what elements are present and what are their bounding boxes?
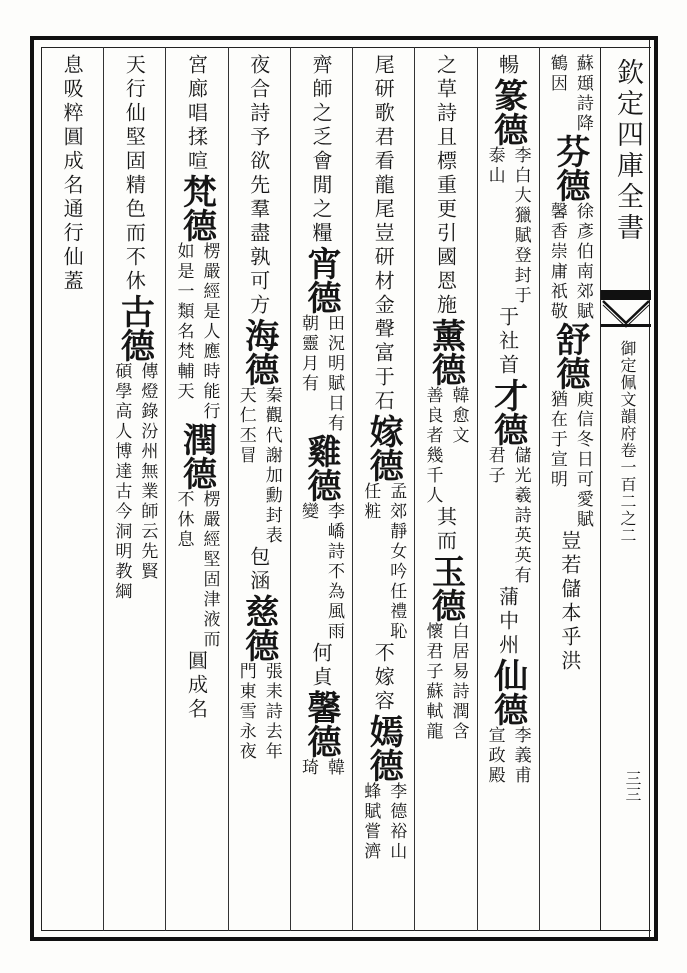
- annotation-block: [172, 242, 222, 422]
- annotation-right: 孟郊靜女吟任禮恥: [386, 482, 407, 642]
- page-number: 三三: [623, 770, 642, 802]
- headword: 芬德: [549, 134, 590, 202]
- text-run: 包涵: [246, 546, 271, 594]
- text-run: 材: [371, 270, 396, 294]
- column-rule: [165, 47, 166, 931]
- annotation-left: 鶴因: [546, 54, 567, 94]
- annotation-block: [358, 482, 408, 642]
- annotation-block: [296, 502, 346, 642]
- book-info: 御定佩文韻府卷一百二之二: [618, 340, 637, 544]
- headword: 才德: [487, 378, 528, 446]
- annotation-left: 如是一類名梵輔天: [173, 242, 194, 402]
- annotation-left: 任粧: [360, 482, 381, 522]
- annotation-left: 猶在于宣明: [546, 390, 567, 490]
- headword: 仙德: [487, 658, 528, 726]
- column-rule: [352, 47, 353, 931]
- annotation-right: 韓: [324, 758, 344, 778]
- annotation-right: 庾信冬日可愛賦: [572, 390, 593, 530]
- text-run: 羣盡孰可方: [246, 198, 271, 318]
- annotation-left: 善良者幾千人: [422, 386, 443, 506]
- text-run: 金聲富于石: [371, 294, 396, 414]
- annotation-block: [483, 446, 533, 586]
- text-column: [109, 54, 159, 924]
- text-run: 齊師之乏會: [309, 54, 333, 174]
- text-run: 于社首: [495, 306, 520, 378]
- annotation-right: 張耒詩去年: [261, 662, 282, 762]
- annotation-block: [296, 314, 346, 434]
- text-run: 蓋: [60, 270, 85, 294]
- headword: 篆德: [487, 78, 528, 146]
- text-run: 天行仙堅固精色而不休: [122, 54, 147, 294]
- text-run: 何貞: [309, 642, 333, 690]
- headword: 舒德: [549, 322, 590, 390]
- headword: 慈德: [238, 594, 279, 662]
- headword: 古德: [114, 294, 155, 362]
- headword: 雞德: [301, 434, 341, 502]
- annotation-right: 秦觀代謝加勳封表: [261, 386, 282, 546]
- column-rule: [539, 47, 540, 931]
- text-run: 本乎洪: [557, 602, 582, 674]
- text-column: [545, 54, 595, 924]
- column-rule: [228, 47, 229, 931]
- text-column: [420, 54, 470, 924]
- headword: 海德: [238, 318, 279, 386]
- annotation-left: 朝靈月有: [298, 314, 318, 394]
- annotation-left: 琦: [298, 758, 318, 778]
- annotation-left: 懷君子蘇軾龍: [422, 622, 443, 742]
- headword: 玉德: [425, 554, 466, 622]
- text-run: 而: [433, 530, 458, 554]
- annotation-block: [172, 490, 222, 650]
- text-run: 宮廊唱: [184, 54, 209, 126]
- text-run: 豈若儲: [557, 530, 582, 602]
- annotation-right: 韓愈文: [448, 386, 469, 446]
- annotation-right: 白居易詩潤含: [448, 622, 469, 742]
- annotation-right: 李白大獵賦登封于: [510, 146, 531, 306]
- text-run: 之草詩且標: [433, 54, 458, 174]
- text-run: 夜合詩予欲先: [246, 54, 271, 198]
- annotation-right: 李義甫: [510, 726, 531, 786]
- text-run: 暢: [495, 54, 520, 78]
- text-column: [172, 54, 222, 924]
- annotation-right: 傳燈錄汾州無業師云先賢: [137, 362, 158, 582]
- margin-rule: [649, 40, 650, 938]
- annotation-right: 田況明賦日有: [324, 314, 344, 434]
- text-run: 重更引國恩施: [433, 174, 458, 318]
- column-rule: [414, 47, 415, 931]
- annotation-left: 碩學高人博達古今洞明教綱: [111, 362, 132, 602]
- annotation-block: [545, 54, 595, 134]
- annotation-block: [545, 390, 595, 530]
- annotation-left: 不休息: [173, 490, 194, 550]
- annotation-left: 宣政殿: [484, 726, 505, 786]
- text-run: 息吸粹圓成名通行仙: [60, 54, 85, 270]
- text-run: 不嫁容: [371, 642, 396, 714]
- text-run: 蒲中州: [495, 586, 520, 658]
- annotation-block: [483, 726, 533, 786]
- text-column: [358, 54, 408, 924]
- annotation-block: [358, 782, 408, 862]
- annotation-right: 李德裕山: [386, 782, 407, 862]
- column-rule: [290, 47, 291, 931]
- annotation-left: 泰山: [484, 146, 505, 186]
- annotation-right: 李嶠詩不為風雨: [324, 502, 344, 642]
- text-run: 其: [433, 506, 458, 530]
- annotation-block: [420, 622, 470, 742]
- annotation-left: 蜂賦嘗濟: [360, 782, 381, 862]
- text-column: [296, 54, 346, 924]
- annotation-right: 儲光羲詩英英有: [510, 446, 531, 586]
- annotation-block: [296, 758, 346, 778]
- text-run: 尾研歌君看龍尾豈研: [371, 54, 396, 270]
- annotation-block: [234, 386, 284, 546]
- library-title: 欽定四庫全書: [612, 58, 643, 244]
- fishtail-mark: [601, 290, 651, 334]
- column-rule: [477, 47, 478, 931]
- text-run: 圓成名: [184, 650, 209, 722]
- headword: 馨德: [301, 690, 341, 758]
- annotation-left: 變: [298, 502, 318, 522]
- annotation-left: 門東雪永夜: [235, 662, 256, 762]
- text-run: 之糧: [309, 198, 333, 246]
- headword: 嫣德: [363, 714, 404, 782]
- text-run: 閒: [309, 174, 333, 198]
- headword: 潤德: [176, 422, 217, 490]
- headword: 嫁德: [363, 414, 404, 482]
- annotation-block: [234, 662, 284, 762]
- headword: 宵德: [301, 246, 341, 314]
- headword: 梵德: [176, 174, 217, 242]
- annotation-right: 徐彥伯南郊賦: [572, 202, 593, 322]
- text-column: [483, 54, 533, 924]
- annotation-block: [483, 146, 533, 306]
- annotation-left: 君子: [484, 446, 505, 486]
- text-run: 揉喧: [184, 126, 209, 174]
- annotation-right: 蘇頲詩降: [572, 54, 593, 134]
- annotation-left: 馨香崇庸祇敬: [546, 202, 567, 322]
- annotation-block: [420, 386, 470, 506]
- annotation-block: [109, 362, 159, 602]
- fishtail-underline: [601, 324, 651, 327]
- column-rule: [103, 47, 104, 931]
- text-column: [234, 54, 284, 924]
- annotation-right: 楞嚴經是人應時能行: [199, 242, 220, 422]
- headword: 薰德: [425, 318, 466, 386]
- annotation-right: 楞嚴經堅固津液而: [199, 490, 220, 650]
- text-column: [47, 54, 97, 924]
- annotation-left: 天仁丕冒: [235, 386, 256, 466]
- annotation-block: [545, 202, 595, 322]
